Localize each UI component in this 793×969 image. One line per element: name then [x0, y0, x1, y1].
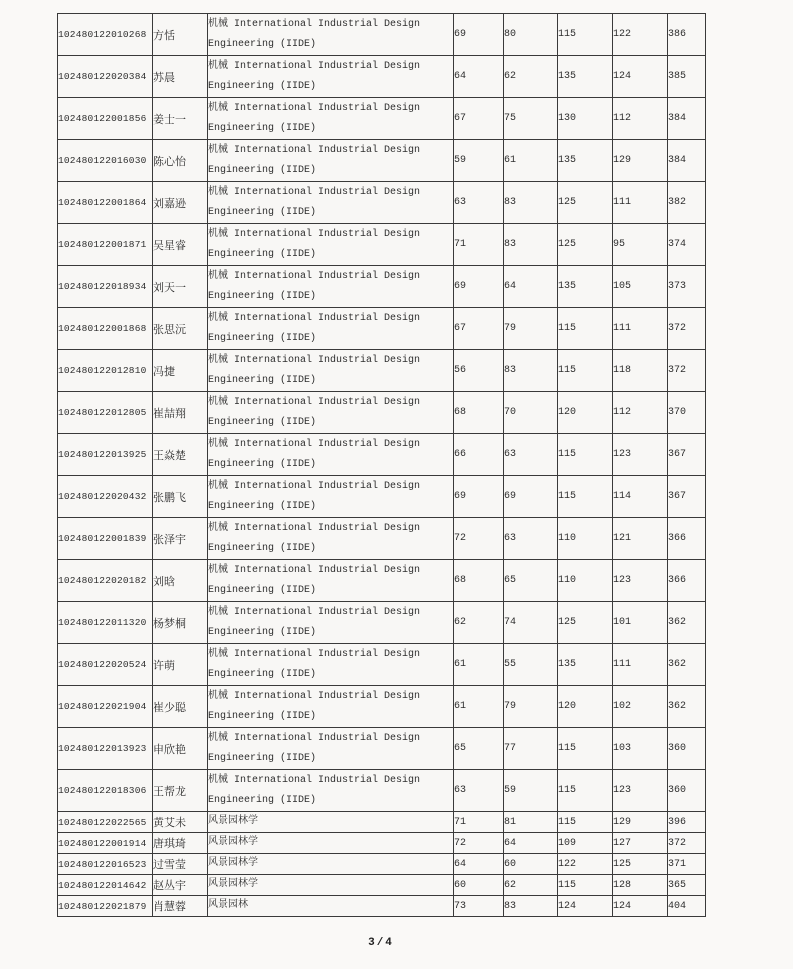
- score2-cell: 83: [504, 182, 558, 224]
- score3-cell: 130: [558, 98, 613, 140]
- score4-cell: 111: [613, 182, 668, 224]
- table-row: [58, 266, 706, 308]
- program-cell: 机械 International Industrial Design Engineering (IIDE): [208, 434, 454, 476]
- program-cell: 机械 International Industrial Design Engineering (IIDE): [208, 602, 454, 644]
- total-score-cell: 385: [668, 56, 706, 98]
- student-id-cell: 102480122013923: [58, 728, 153, 770]
- student-id-cell: 102480122001868: [58, 308, 153, 350]
- score1-cell: 64: [454, 854, 504, 875]
- score1-cell: 71: [454, 812, 504, 833]
- total-score-cell: 362: [668, 644, 706, 686]
- total-score-cell: 396: [668, 812, 706, 833]
- program-cell: 机械 International Industrial Design Engineering (IIDE): [208, 476, 454, 518]
- score3-cell: 115: [558, 728, 613, 770]
- total-score-cell: 372: [668, 833, 706, 854]
- student-id-cell: 102480122016523: [58, 854, 153, 875]
- score3-cell: 115: [558, 350, 613, 392]
- table-row: [58, 434, 706, 476]
- name-cell: 吴星睿: [153, 224, 208, 266]
- score3-cell: 115: [558, 770, 613, 812]
- student-id-cell: 102480122001871: [58, 224, 153, 266]
- student-id-cell: 102480122020182: [58, 560, 153, 602]
- score1-cell: 63: [454, 770, 504, 812]
- score4-cell: 102: [613, 686, 668, 728]
- score1-cell: 68: [454, 560, 504, 602]
- total-score-cell: 384: [668, 140, 706, 182]
- score4-cell: 123: [613, 560, 668, 602]
- score3-cell: 109: [558, 833, 613, 854]
- name-cell: 方恬: [153, 14, 208, 56]
- score3-cell: 135: [558, 140, 613, 182]
- table-row: [58, 182, 706, 224]
- score2-cell: 65: [504, 560, 558, 602]
- score3-cell: 125: [558, 602, 613, 644]
- student-id-cell: 102480122011320: [58, 602, 153, 644]
- total-score-cell: 367: [668, 434, 706, 476]
- score2-cell: 77: [504, 728, 558, 770]
- score1-cell: 65: [454, 728, 504, 770]
- score1-cell: 59: [454, 140, 504, 182]
- score4-cell: 114: [613, 476, 668, 518]
- student-id-cell: 102480122013925: [58, 434, 153, 476]
- table-row: [58, 98, 706, 140]
- student-id-cell: 102480122022565: [58, 812, 153, 833]
- program-cell: 机械 International Industrial Design Engineering (IIDE): [208, 728, 454, 770]
- total-score-cell: 360: [668, 728, 706, 770]
- score2-cell: 83: [504, 350, 558, 392]
- program-cell: 机械 International Industrial Design Engineering (IIDE): [208, 392, 454, 434]
- table-row: [58, 728, 706, 770]
- score1-cell: 67: [454, 308, 504, 350]
- student-id-cell: 102480122018934: [58, 266, 153, 308]
- score4-cell: 122: [613, 14, 668, 56]
- score4-cell: 127: [613, 833, 668, 854]
- score3-cell: 135: [558, 644, 613, 686]
- score2-cell: 61: [504, 140, 558, 182]
- name-cell: 崔喆翔: [153, 392, 208, 434]
- results-table-body: [58, 14, 706, 917]
- table-row: [58, 476, 706, 518]
- name-cell: 张鹏飞: [153, 476, 208, 518]
- name-cell: 冯捷: [153, 350, 208, 392]
- score4-cell: 124: [613, 896, 668, 917]
- score1-cell: 62: [454, 602, 504, 644]
- total-score-cell: 384: [668, 98, 706, 140]
- score3-cell: 115: [558, 308, 613, 350]
- name-cell: 过雪莹: [153, 854, 208, 875]
- score2-cell: 55: [504, 644, 558, 686]
- score4-cell: 101: [613, 602, 668, 644]
- table-row: [58, 875, 706, 896]
- total-score-cell: 382: [668, 182, 706, 224]
- score2-cell: 83: [504, 224, 558, 266]
- table-row: [58, 602, 706, 644]
- program-cell: 机械 International Industrial Design Engineering (IIDE): [208, 350, 454, 392]
- table-row: [58, 224, 706, 266]
- score4-cell: 111: [613, 644, 668, 686]
- name-cell: 刘嘉逊: [153, 182, 208, 224]
- score2-cell: 79: [504, 686, 558, 728]
- student-id-cell: 102480122012805: [58, 392, 153, 434]
- score2-cell: 75: [504, 98, 558, 140]
- name-cell: 崔少聪: [153, 686, 208, 728]
- program-cell: 机械 International Industrial Design Engineering (IIDE): [208, 560, 454, 602]
- table-row: [58, 56, 706, 98]
- score1-cell: 69: [454, 476, 504, 518]
- name-cell: 张泽宇: [153, 518, 208, 560]
- student-id-cell: 102480122020432: [58, 476, 153, 518]
- table-row: [58, 392, 706, 434]
- score1-cell: 56: [454, 350, 504, 392]
- total-score-cell: 371: [668, 854, 706, 875]
- table-row: [58, 14, 706, 56]
- score1-cell: 67: [454, 98, 504, 140]
- score4-cell: 125: [613, 854, 668, 875]
- score3-cell: 115: [558, 14, 613, 56]
- total-score-cell: 374: [668, 224, 706, 266]
- score3-cell: 120: [558, 392, 613, 434]
- score4-cell: 103: [613, 728, 668, 770]
- name-cell: 张思沅: [153, 308, 208, 350]
- program-cell: 风景园林学: [208, 833, 454, 854]
- total-score-cell: 362: [668, 602, 706, 644]
- score4-cell: 129: [613, 140, 668, 182]
- table-row: [58, 833, 706, 854]
- table-row: [58, 140, 706, 182]
- student-id-cell: 102480122021904: [58, 686, 153, 728]
- table-row: [58, 854, 706, 875]
- score1-cell: 71: [454, 224, 504, 266]
- score1-cell: 69: [454, 14, 504, 56]
- student-id-cell: 102480122020384: [58, 56, 153, 98]
- student-id-cell: 102480122014642: [58, 875, 153, 896]
- score2-cell: 81: [504, 812, 558, 833]
- score4-cell: 128: [613, 875, 668, 896]
- name-cell: 唐琪琦: [153, 833, 208, 854]
- student-id-cell: 102480122012810: [58, 350, 153, 392]
- score3-cell: 135: [558, 56, 613, 98]
- score2-cell: 64: [504, 833, 558, 854]
- table-row: [58, 350, 706, 392]
- program-cell: 机械 International Industrial Design Engineering (IIDE): [208, 644, 454, 686]
- score3-cell: 120: [558, 686, 613, 728]
- name-cell: 杨梦桐: [153, 602, 208, 644]
- table-row: [58, 560, 706, 602]
- score2-cell: 79: [504, 308, 558, 350]
- score4-cell: 118: [613, 350, 668, 392]
- table-row: [58, 812, 706, 833]
- page-number: 3/4: [368, 937, 394, 949]
- score2-cell: 62: [504, 56, 558, 98]
- score2-cell: 83: [504, 896, 558, 917]
- name-cell: 赵丛宇: [153, 875, 208, 896]
- name-cell: 姜士一: [153, 98, 208, 140]
- score4-cell: 123: [613, 434, 668, 476]
- score2-cell: 64: [504, 266, 558, 308]
- score3-cell: 122: [558, 854, 613, 875]
- score2-cell: 74: [504, 602, 558, 644]
- score2-cell: 62: [504, 875, 558, 896]
- program-cell: 机械 International Industrial Design Engineering (IIDE): [208, 308, 454, 350]
- score3-cell: 135: [558, 266, 613, 308]
- score3-cell: 125: [558, 224, 613, 266]
- total-score-cell: 365: [668, 875, 706, 896]
- program-cell: 机械 International Industrial Design Engineering (IIDE): [208, 266, 454, 308]
- score2-cell: 69: [504, 476, 558, 518]
- student-id-cell: 102480122020524: [58, 644, 153, 686]
- table-row: [58, 686, 706, 728]
- score4-cell: 124: [613, 56, 668, 98]
- score3-cell: 115: [558, 875, 613, 896]
- table-row: [58, 644, 706, 686]
- table-row: [58, 308, 706, 350]
- score1-cell: 61: [454, 686, 504, 728]
- program-cell: 风景园林: [208, 896, 454, 917]
- program-cell: 机械 International Industrial Design Engineering (IIDE): [208, 14, 454, 56]
- program-cell: 机械 International Industrial Design Engineering (IIDE): [208, 518, 454, 560]
- total-score-cell: 366: [668, 560, 706, 602]
- score3-cell: 124: [558, 896, 613, 917]
- student-id-cell: 102480122001864: [58, 182, 153, 224]
- score4-cell: 112: [613, 392, 668, 434]
- score2-cell: 60: [504, 854, 558, 875]
- program-cell: 机械 International Industrial Design Engineering (IIDE): [208, 140, 454, 182]
- name-cell: 王焱楚: [153, 434, 208, 476]
- table-row: [58, 770, 706, 812]
- score4-cell: 105: [613, 266, 668, 308]
- name-cell: 许萌: [153, 644, 208, 686]
- name-cell: 王帮龙: [153, 770, 208, 812]
- program-cell: 机械 International Industrial Design Engineering (IIDE): [208, 182, 454, 224]
- program-cell: 机械 International Industrial Design Engineering (IIDE): [208, 686, 454, 728]
- score4-cell: 112: [613, 98, 668, 140]
- score2-cell: 63: [504, 434, 558, 476]
- score2-cell: 80: [504, 14, 558, 56]
- program-cell: 风景园林学: [208, 812, 454, 833]
- score3-cell: 125: [558, 182, 613, 224]
- student-id-cell: 102480122001839: [58, 518, 153, 560]
- score1-cell: 72: [454, 833, 504, 854]
- total-score-cell: 372: [668, 350, 706, 392]
- student-id-cell: 102480122018306: [58, 770, 153, 812]
- score1-cell: 72: [454, 518, 504, 560]
- score1-cell: 66: [454, 434, 504, 476]
- score1-cell: 60: [454, 875, 504, 896]
- total-score-cell: 386: [668, 14, 706, 56]
- table-row: [58, 896, 706, 917]
- program-cell: 风景园林学: [208, 875, 454, 896]
- score3-cell: 115: [558, 434, 613, 476]
- score4-cell: 123: [613, 770, 668, 812]
- total-score-cell: 370: [668, 392, 706, 434]
- total-score-cell: 404: [668, 896, 706, 917]
- student-id-cell: 102480122001914: [58, 833, 153, 854]
- total-score-cell: 367: [668, 476, 706, 518]
- score4-cell: 121: [613, 518, 668, 560]
- score4-cell: 129: [613, 812, 668, 833]
- program-cell: 机械 International Industrial Design Engineering (IIDE): [208, 56, 454, 98]
- score3-cell: 110: [558, 518, 613, 560]
- student-id-cell: 102480122021879: [58, 896, 153, 917]
- total-score-cell: 366: [668, 518, 706, 560]
- total-score-cell: 373: [668, 266, 706, 308]
- program-cell: 机械 International Industrial Design Engineering (IIDE): [208, 98, 454, 140]
- name-cell: 黄艾未: [153, 812, 208, 833]
- score3-cell: 115: [558, 476, 613, 518]
- score1-cell: 63: [454, 182, 504, 224]
- score2-cell: 59: [504, 770, 558, 812]
- admission-results-table: [57, 13, 706, 917]
- score1-cell: 61: [454, 644, 504, 686]
- student-id-cell: 102480122016030: [58, 140, 153, 182]
- score3-cell: 115: [558, 812, 613, 833]
- total-score-cell: 360: [668, 770, 706, 812]
- score1-cell: 68: [454, 392, 504, 434]
- total-score-cell: 372: [668, 308, 706, 350]
- score2-cell: 63: [504, 518, 558, 560]
- program-cell: 机械 International Industrial Design Engineering (IIDE): [208, 770, 454, 812]
- program-cell: 风景园林学: [208, 854, 454, 875]
- name-cell: 申欣艳: [153, 728, 208, 770]
- student-id-cell: 102480122001856: [58, 98, 153, 140]
- score4-cell: 95: [613, 224, 668, 266]
- score1-cell: 73: [454, 896, 504, 917]
- name-cell: 刘晗: [153, 560, 208, 602]
- score1-cell: 64: [454, 56, 504, 98]
- total-score-cell: 362: [668, 686, 706, 728]
- score1-cell: 69: [454, 266, 504, 308]
- score2-cell: 70: [504, 392, 558, 434]
- name-cell: 陈心怡: [153, 140, 208, 182]
- table-row: [58, 518, 706, 560]
- program-cell: 机械 International Industrial Design Engineering (IIDE): [208, 224, 454, 266]
- student-id-cell: 102480122010268: [58, 14, 153, 56]
- name-cell: 肖慧蓉: [153, 896, 208, 917]
- name-cell: 苏晨: [153, 56, 208, 98]
- score4-cell: 111: [613, 308, 668, 350]
- name-cell: 刘天一: [153, 266, 208, 308]
- score3-cell: 110: [558, 560, 613, 602]
